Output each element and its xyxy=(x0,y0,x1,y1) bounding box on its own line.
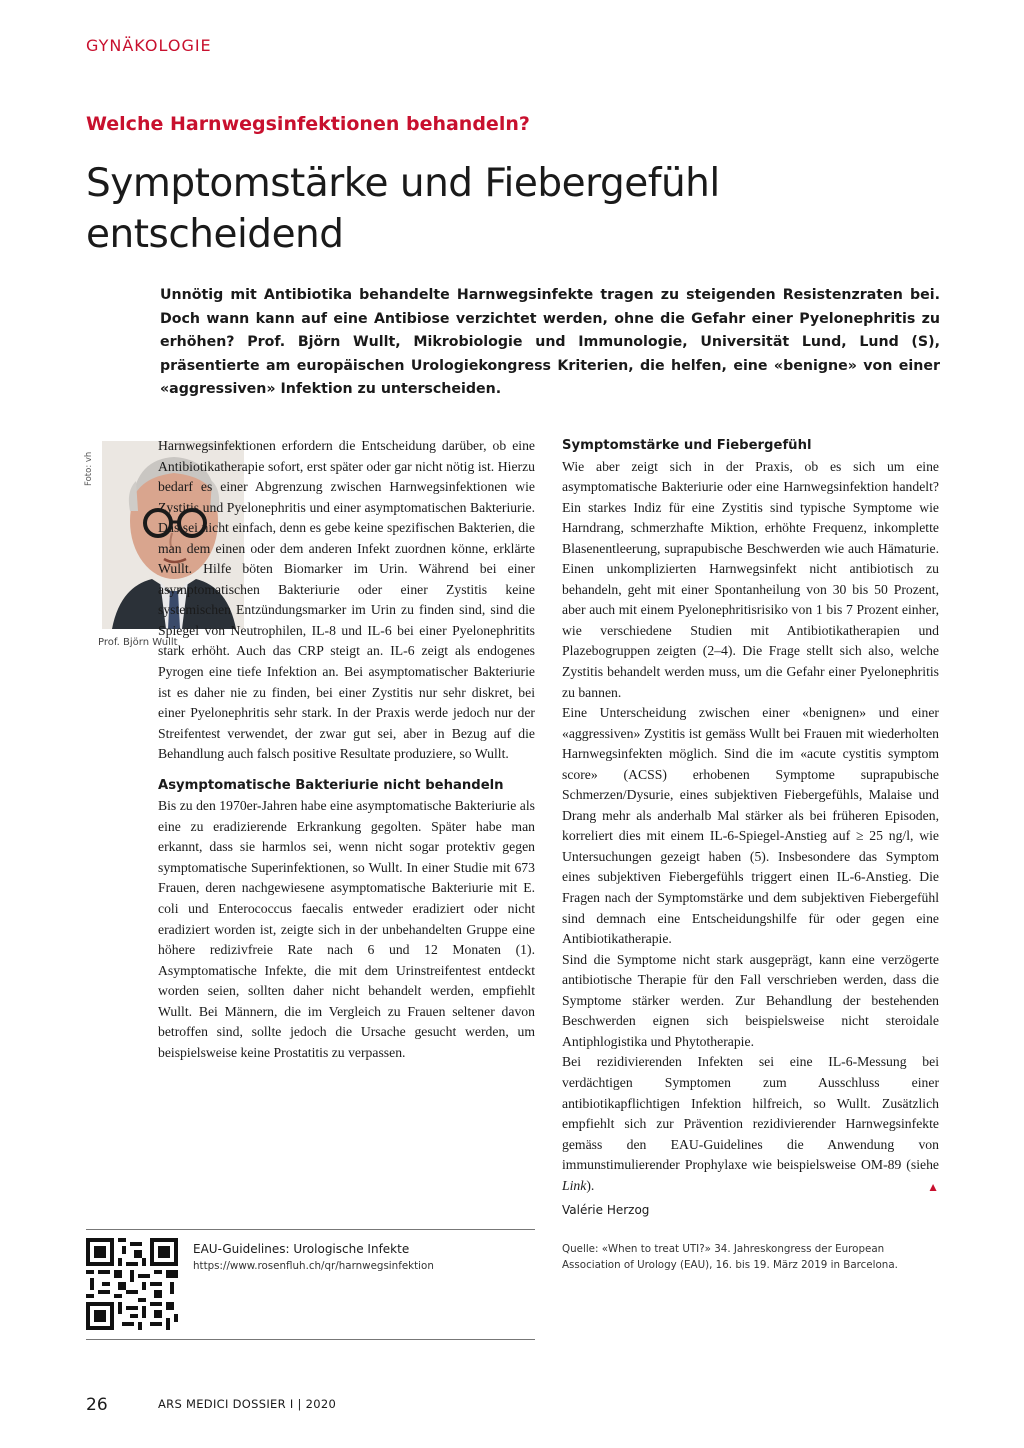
article-column-2 xyxy=(562,436,939,1197)
section-label: GYNÄKOLOGIE xyxy=(86,36,212,55)
subheading: Asymptomatische Bakteriurie nicht behandeln xyxy=(158,777,504,793)
qr-label: EAU-Guidelines: Urologische Infekte xyxy=(193,1242,410,1256)
body-paragraph: Wie aber zeigt sich in der Praxis, ob es sich um eine asymptomatische Bakteriurie oder eine Harnwegsinfektion handelt? Ein starkes Indiz für eine Zystitis sind typische Symptome wie Harndrang, schmerzhafte Miktion, erhöhte Frequenz, inkomplette Blasenentleerung, suprapubische Beschwerden wie auch Hämaturie. Einen unkomplizierten Harnwegsinfekt nicht antibiotisch zu behandeln, geht mit einer Spontanheilung von 30 bis 50 Prozent, aber auch mit einem Pyelonephritisrisiko von 1 bis 7 Prozent einher, wie verschiedene Studien mit Antibiotikatherapien und Plazebogruppen zeigten (2–4). Die Frage stellt sich also, welche Zystitis behandelt werden muss, um die Gefahr einer Pyelonephritis zu bannen. xyxy=(562,458,939,700)
article-lead: Unnötig mit Antibiotika behandelte Harnwegsinfekte tragen zu steigenden Resistenzraten bei. Doch wann kann auf eine Antibiose verzichtet werden, ohne die Gefahr einer Pyelonephritis zu erhöhen? Prof. Björn Wullt, Mikrobiologie und Immunologie, Universität Lund, Lund (S), präsentierte am europäischen Urologiekongress Kriterien, die helfen, eine «benigne» von einer «aggressiven» Infektion zu unterscheiden. xyxy=(160,287,940,397)
article-kicker: Welche Harnwegsinfektionen behandeln? xyxy=(86,113,530,135)
qr-code-icon[interactable] xyxy=(86,1238,178,1330)
subheading: Symptomstärke und Fiebergefühl xyxy=(562,438,812,453)
qr-url-link[interactable]: https://www.rosenfluh.ch/qr/harnwegsinfektion xyxy=(193,1260,434,1272)
body-text: Bei rezidivierenden Infekten sei eine IL-6-Messung bei verdächtigen Symptomen zum Ausschluss einer antibiotikapflichtigen Infektion hilfreich, so Wullt. Zusätzlich empfiehlt sich zur Prävention rezidivierender Harnwegsinfekte gemäss den EAU-Guidelines die Anwendung von immunstimulierender Prophylaxe wie beispielsweise OM-89 (siehe xyxy=(562,1054,939,1173)
divider-top xyxy=(86,1229,535,1230)
link-reference[interactable]: Link xyxy=(562,1177,587,1193)
photo-wrap-space xyxy=(0,436,100,660)
body-paragraph: Harnwegsinfektionen erfordern die Entscheidung darüber, ob eine Antibiotikatherapie sofort, erst später oder gar nicht nötig ist. Hierzu bedarf es einer Abgrenzung zwischen Harnwegsinfektionen wie Zystitis und Pyelonephritis und einer asymptomatischen Bakteriurie. Das sei nicht einfach, denn es gebe keine spezifischen Bakterien, die man dem einen oder dem anderen Infekt zuordnen könne, erklärte Wullt. Hilfe böten Biomarker im Urin. Während bei einer asymptomatischen Bakteriurie oder einer Zystitis keine systemischen Entzündungsmarker im Urin zu finden sind, sind die Spiegel von Neutrophilen, IL-8 und IL-6 bei einer Pyelonephritits stark erhöht. Auch das CRP steigt an. IL-6 zeigt als endogenes Pyrogen eine tiefe Infektion an. Bei asymptomatischer Bakteriurie ist es daher nie zu finden, bei einer Zystitis nur sehr diskret, bei einer Pyelonephritis sehr stark. In der Praxis werde jedoch nur der Streifentest verwendet, der zwar gut sei, aber in Bezug auf die Behandlung auch falsch positive Resultate produziere, so Wullt. xyxy=(158,438,535,762)
author-name: Valérie Herzog xyxy=(562,1203,650,1217)
page-number: 26 xyxy=(86,1395,108,1415)
photo-caption: Prof. Björn Wullt xyxy=(98,637,178,648)
publication-footer: ARS MEDICI DOSSIER I | 2020 xyxy=(158,1397,337,1411)
body-paragraph: Eine Unterscheidung zwischen einer «benignen» und einer «aggressiven» Zystitis ist gemäss Wullt bei Frauen mit wiederholten Harnwegsinfekten möglich. Sind die im «acute cystitis symptom score» (ACSS) erhobenen Symptome suprapubische Schmerzen/Dysurie, eines subjektiven Fiebergefühls, Malaise und Drang mehr als anderhalb Mal stärker als bei früheren Episoden, korreliert dies mit einem IL-6-Spiegel-Anstieg auf ≥ 25 ng/l, wie Untersuchungen gezeigt haben (5). Insbesondere das Symptom eines subjektiven Fiebergefühls triggert einen IL-6-Anstieg. Die Fragen nach der Symptomstärke und dem subjektiven Fiebergefühl sind demnach eine Entscheidungshilfe für oder gegen eine Antibiotikatherapie. xyxy=(562,705,939,947)
end-mark-icon: ▲ xyxy=(927,1179,939,1194)
photo-credit: Foto: vh xyxy=(84,451,94,486)
source-note: Quelle: «When to treat UTI?» 34. Jahreskongress der European Association of Urology (EAU), 16. bis 19. März 2019 in Barcelona. xyxy=(562,1243,898,1271)
divider-bottom xyxy=(86,1339,535,1340)
body-paragraph xyxy=(562,1052,939,1196)
body-paragraph: Sind die Symptome nicht stark ausgeprägt, kann eine verzögerte antibiotische Therapie für den Fall verschrieben werden, dass die Symptome stärker werden. Zur Behandlung der bestehenden Beschwerden eignen sich beispielsweise nicht steroidale Antiphlogistika und Phytotherapie. xyxy=(562,951,939,1049)
body-text: ). xyxy=(586,1177,595,1193)
article-column-1 xyxy=(158,436,535,1063)
article-headline: Symptomstärke und Fiebergefühl entscheidend xyxy=(86,161,720,257)
body-paragraph: Bis zu den 1970er-Jahren habe eine asymptomatische Bakteriurie als eine zu eradizierende Erkrankung gegolten. Später habe man erkannt, dass sie harmlos sei, wenn nicht sogar protektiv gegen symptomatische Superinfektionen, so Wullt. In einer Studie mit 673 Frauen, deren nachgewiesene asymptomatische Bakteriurie mit E. coli und Enterococcus faecalis entweder eradiziert oder nicht eradiziert worden ist, zeigte sich in der unbehandelten Gruppe eine höhere redizivfreie Rate nach 6 und 12 Monaten (1). Asymptomatische Infekte, die mit dem Urinstreifentest entdeckt worden seien, sollten daher nicht behandelt werden, empfiehlt Wullt. Bei Männern, die im Vergleich zu Frauen seltener davon betroffen sind, sollte jedoch die Ursache gesucht werden, um beispielsweise keine Prostatitis zu verpassen. xyxy=(158,798,535,1060)
